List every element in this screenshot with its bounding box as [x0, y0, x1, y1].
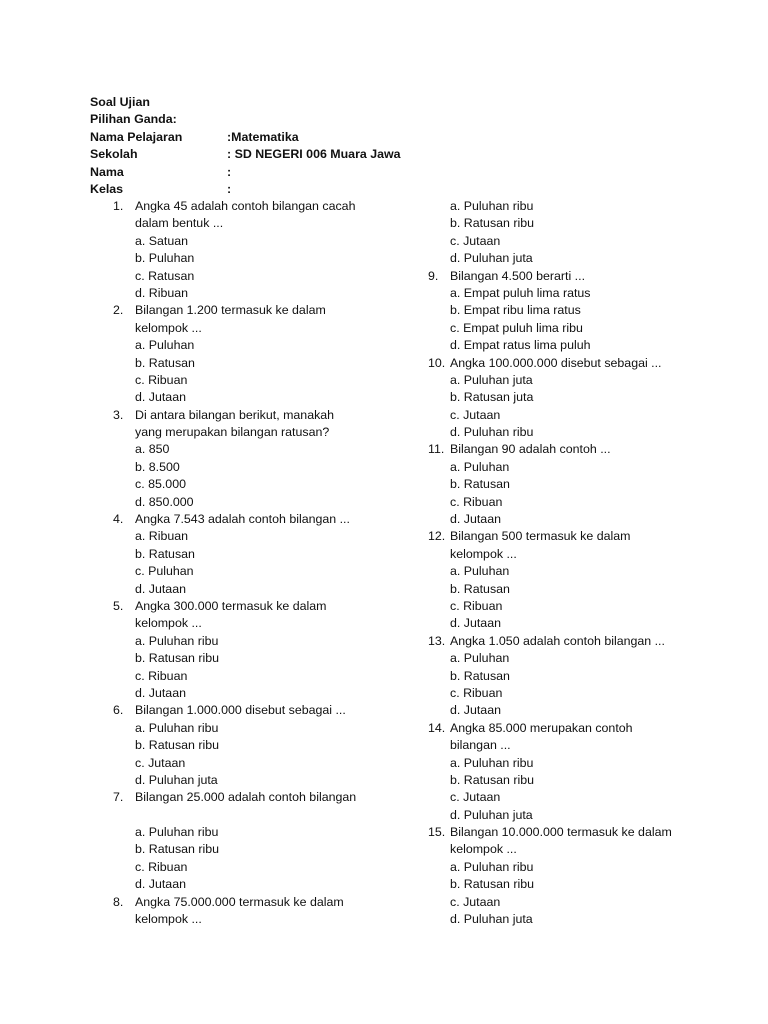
answer-option[interactable]: d. Jutaan: [135, 581, 186, 596]
answer-option[interactable]: d. Puluhan juta: [450, 912, 533, 927]
answer-option[interactable]: c. Jutaan: [450, 407, 501, 422]
question-text: [113, 807, 433, 824]
header-row-class: [90, 181, 490, 198]
question-text: kelompok ...: [135, 320, 202, 335]
question-number: 7.: [113, 790, 124, 805]
answer-option[interactable]: c. Ribuan: [135, 372, 188, 387]
question-text: 2. Bilangan 1.200 termasuk ke dalam: [113, 302, 433, 319]
answer-option[interactable]: a. Puluhan ribu: [135, 825, 219, 840]
answer-option[interactable]: a. Puluhan juta: [450, 372, 533, 387]
answer-option[interactable]: b. Ratusan: [135, 546, 195, 561]
answer-option[interactable]: d. Puluhan juta: [135, 772, 218, 787]
question-11: [428, 441, 748, 528]
question-15: [428, 824, 748, 928]
header-row-school: [90, 146, 490, 163]
answer-option[interactable]: b. Ratusan ribu: [135, 651, 220, 666]
answer-option[interactable]: a. Puluhan: [135, 338, 195, 353]
question-text: 1. Angka 45 adalah contoh bilangan cacah: [113, 198, 433, 215]
answer-option[interactable]: c. Ratusan: [135, 268, 195, 283]
answer-option[interactable]: d. 850.000: [135, 494, 194, 509]
question-14: [428, 720, 748, 824]
answer-option[interactable]: c. Puluhan: [135, 564, 194, 579]
question-number: 12.: [428, 529, 446, 544]
header-row-name: [90, 164, 490, 181]
answer-option[interactable]: a. Puluhan ribu: [450, 199, 534, 213]
questions-right-column: [428, 198, 748, 928]
question-text: 12. Bilangan 500 termasuk ke dalam: [428, 528, 748, 545]
answer-option[interactable]: d. Puluhan juta: [450, 807, 533, 822]
question-number: 14.: [428, 720, 446, 735]
question-10: [428, 355, 748, 442]
question-3: [113, 407, 433, 511]
question-text: 10. Angka 100.000.000 disebut sebagai ...: [428, 355, 748, 372]
question-text: dalam bentuk ...: [135, 216, 224, 231]
question-number: 13.: [428, 633, 446, 648]
question-number: 10.: [428, 355, 446, 370]
question-number: 4.: [113, 512, 124, 527]
answer-option[interactable]: c. Jutaan: [135, 755, 186, 770]
answer-option[interactable]: a. Puluhan: [450, 651, 510, 666]
question-9: [428, 268, 748, 355]
answer-option[interactable]: b. Ratusan ribu: [450, 216, 535, 231]
answer-option[interactable]: d. Puluhan ribu: [450, 425, 534, 440]
answer-option[interactable]: a. Puluhan ribu: [135, 633, 219, 648]
question-number: 11.: [428, 442, 445, 457]
answer-option[interactable]: d. Jutaan: [450, 512, 501, 527]
question-text: 9. Bilangan 4.500 berarti ...: [428, 268, 748, 285]
answer-option[interactable]: b. Puluhan: [135, 251, 195, 266]
question-13: [428, 633, 748, 720]
class-value: :: [227, 181, 232, 196]
question-number: 15.: [428, 825, 446, 840]
question-12: [428, 528, 748, 632]
answer-option[interactable]: d. Empat ratus lima puluh: [450, 338, 591, 353]
answer-option[interactable]: d. Jutaan: [450, 703, 501, 718]
question-number: 3.: [113, 407, 124, 422]
answer-option[interactable]: c. 85.000: [135, 477, 186, 492]
question-text: kelompok ...: [135, 912, 202, 927]
answer-option[interactable]: c. Ribuan: [450, 598, 503, 613]
question-text: 8. Angka 75.000.000 termasuk ke dalam: [113, 894, 433, 911]
class-label: Kelas: [90, 181, 124, 196]
answer-option[interactable]: b. Ratusan ribu: [450, 877, 535, 892]
answer-option[interactable]: d. Ribuan: [135, 285, 189, 300]
answer-option[interactable]: d. Jutaan: [450, 616, 501, 631]
answer-option[interactable]: b. Ratusan juta: [450, 390, 534, 405]
subject-label: Nama Pelajaran: [90, 129, 183, 144]
question-number: 5.: [113, 598, 124, 613]
answer-option[interactable]: b. Ratusan ribu: [450, 772, 535, 787]
school-value: : SD NEGERI 006 Muara Jawa: [227, 147, 401, 162]
question-text: bilangan ...: [450, 738, 511, 753]
question-2: [113, 302, 433, 406]
answer-option[interactable]: a. Empat puluh lima ratus: [450, 285, 591, 300]
answer-option[interactable]: b. Empat ribu lima ratus: [450, 303, 581, 318]
answer-option[interactable]: c. Ribuan: [135, 668, 188, 683]
question-number: 2.: [113, 303, 124, 318]
answer-option[interactable]: d. Puluhan juta: [450, 251, 533, 266]
question-text: yang merupakan bilangan ratusan?: [135, 425, 330, 440]
answer-option[interactable]: c. Empat puluh lima ribu: [450, 320, 583, 335]
answer-option[interactable]: b. Ratusan ribu: [135, 842, 220, 857]
header-subtitle: Pilihan Ganda:: [90, 112, 177, 127]
name-value: :: [227, 164, 232, 179]
answer-option[interactable]: b. Ratusan: [450, 668, 510, 683]
question-7: [113, 789, 433, 893]
answer-option[interactable]: a. Puluhan: [450, 459, 510, 474]
exam-header: [90, 94, 490, 198]
question-1: [113, 198, 433, 302]
name-label: Nama: [90, 164, 124, 179]
question-8-options-continued: [428, 198, 748, 268]
question-text: kelompok ...: [450, 546, 517, 561]
question-text: 5. Angka 300.000 termasuk ke dalam: [113, 598, 433, 615]
answer-option[interactable]: c. Jutaan: [450, 894, 501, 909]
question-8: [113, 894, 433, 929]
answer-option[interactable]: a. Puluhan ribu: [450, 755, 534, 770]
answer-option[interactable]: c. Ribuan: [450, 685, 503, 700]
answer-option[interactable]: b. 8.500: [135, 459, 180, 474]
question-text: 7. Bilangan 25.000 adalah contoh bilangan: [113, 789, 433, 806]
question-text: 4. Angka 7.543 adalah contoh bilangan ...: [113, 511, 433, 528]
answer-option[interactable]: b. Ratusan: [450, 581, 510, 596]
school-label: Sekolah: [90, 147, 138, 162]
subject-value: :Matematika: [227, 129, 299, 144]
question-text: kelompok ...: [135, 616, 202, 631]
answer-option[interactable]: d. Jutaan: [135, 877, 186, 892]
question-text: kelompok ...: [450, 842, 517, 857]
question-number: 1.: [113, 199, 124, 213]
question-5: [113, 598, 433, 702]
answer-option[interactable]: d. Jutaan: [135, 390, 186, 405]
question-6: [113, 702, 433, 789]
answer-option[interactable]: a. Puluhan ribu: [135, 720, 219, 735]
question-number: 8.: [113, 894, 124, 909]
answer-option[interactable]: a. 850: [135, 442, 170, 457]
answer-option[interactable]: d. Jutaan: [135, 685, 186, 700]
question-text: 6. Bilangan 1.000.000 disebut sebagai ...: [113, 702, 433, 719]
answer-option[interactable]: a. Puluhan ribu: [450, 859, 534, 874]
header-row-subject: [90, 129, 490, 146]
answer-option[interactable]: b. Ratusan ribu: [135, 738, 220, 753]
answer-option[interactable]: c. Ribuan: [450, 494, 503, 509]
question-number: 6.: [113, 703, 124, 718]
question-text: 11. Bilangan 90 adalah contoh ...: [428, 441, 748, 458]
questions-left-column: [113, 198, 433, 928]
answer-option[interactable]: a. Puluhan: [450, 564, 510, 579]
answer-option[interactable]: c. Jutaan: [450, 233, 501, 248]
question-text: 14. Angka 85.000 merupakan contoh: [428, 720, 748, 737]
answer-option[interactable]: c. Jutaan: [450, 790, 501, 805]
answer-option[interactable]: a. Satuan: [135, 233, 189, 248]
question-text: 15. Bilangan 10.000.000 termasuk ke dalam: [428, 824, 748, 841]
answer-option[interactable]: b. Ratusan: [135, 355, 195, 370]
question-text: 3. Di antara bilangan berikut, manakah: [113, 407, 433, 424]
question-number: 9.: [428, 268, 439, 283]
answer-option[interactable]: b. Ratusan: [450, 477, 510, 492]
question-text: 13. Angka 1.050 adalah contoh bilangan ...: [428, 633, 748, 650]
header-title: Soal Ujian: [90, 95, 150, 109]
answer-option[interactable]: a. Ribuan: [135, 529, 189, 544]
answer-option[interactable]: c. Ribuan: [135, 859, 188, 874]
question-4: [113, 511, 433, 598]
